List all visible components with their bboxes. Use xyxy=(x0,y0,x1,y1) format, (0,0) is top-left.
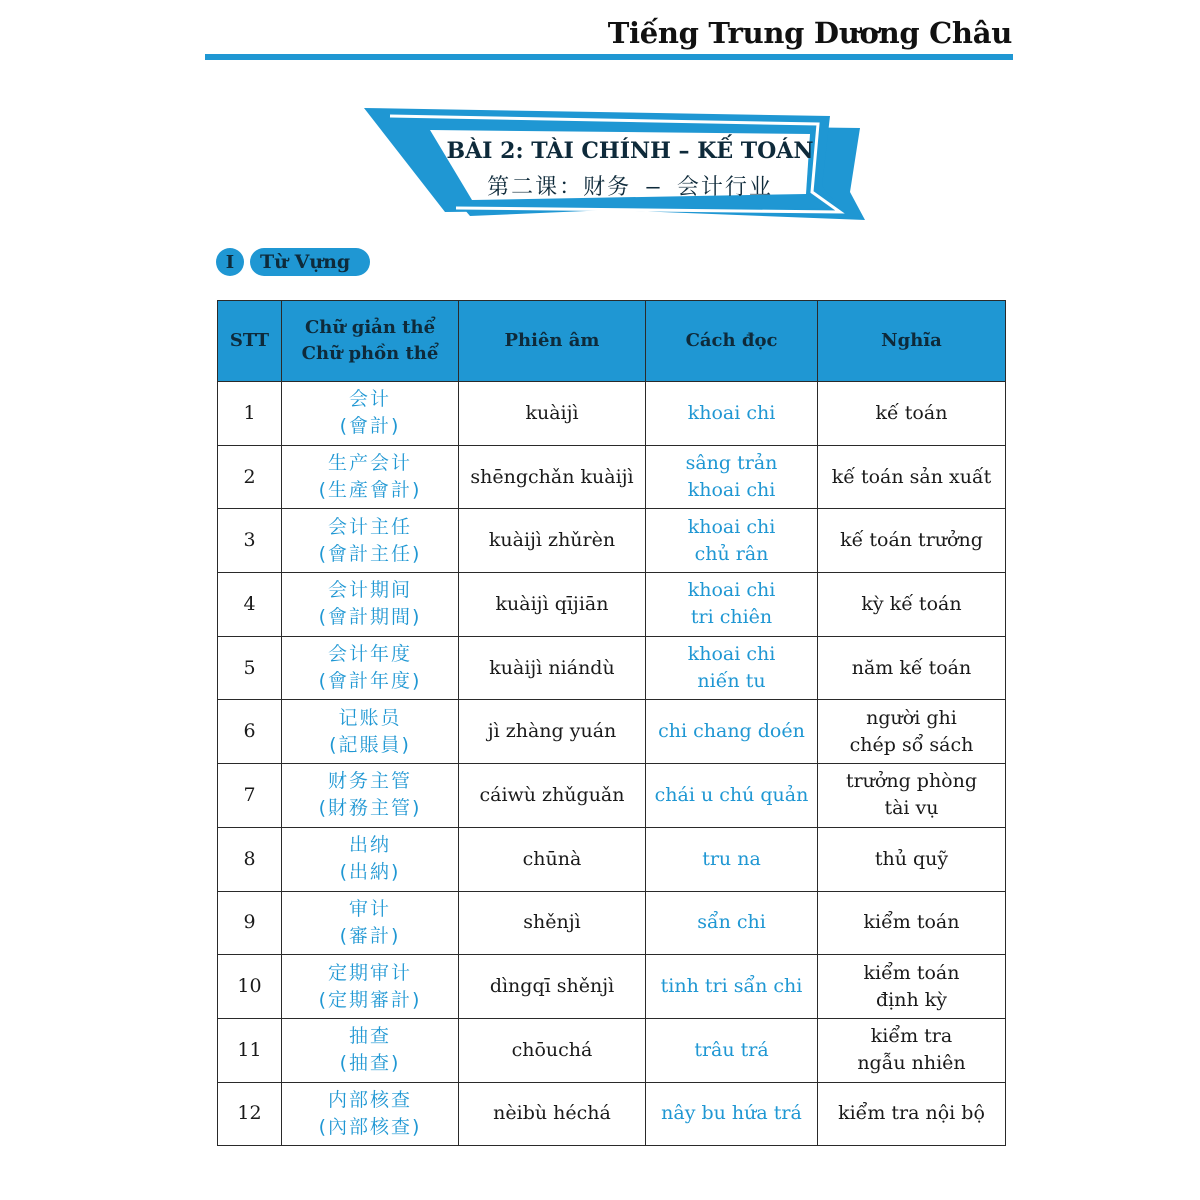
reading-line: khoai chi xyxy=(687,515,776,538)
reading-line: trâu trá xyxy=(694,1038,769,1061)
cell-stt: 4 xyxy=(218,573,282,637)
cell-meaning xyxy=(818,700,1006,764)
reading-line: khoai chi xyxy=(687,401,776,424)
traditional-text: (會計) xyxy=(339,415,401,438)
simplified-text: 抽查 xyxy=(348,1025,391,1048)
cell-meaning xyxy=(818,1018,1006,1082)
cell-meaning xyxy=(818,891,1006,955)
cell-hanzi xyxy=(282,1082,459,1146)
table-header-row xyxy=(218,301,1006,382)
traditional-text: (內部核查) xyxy=(318,1115,422,1138)
cell-meaning xyxy=(818,1082,1006,1146)
simplified-text: 记账员 xyxy=(338,706,402,729)
cell-hanzi xyxy=(282,573,459,637)
reading-line: chủ rân xyxy=(694,542,769,565)
lesson-subtitle: 第二课：财务 – 会计行业 xyxy=(487,175,773,200)
cell-hanzi xyxy=(282,1018,459,1082)
cell-pinyin: jì zhàng yuán xyxy=(459,700,646,764)
simplified-text: 定期审计 xyxy=(327,961,412,984)
cell-hanzi xyxy=(282,382,459,446)
table-row xyxy=(218,1082,1006,1146)
table-row xyxy=(218,509,1006,573)
reading-line: tri chiên xyxy=(690,606,773,629)
cell-hanzi xyxy=(282,636,459,700)
table-row xyxy=(218,1018,1006,1082)
meaning-line: kế toán trưởng xyxy=(840,529,983,552)
traditional-text: (記賬員) xyxy=(329,733,411,756)
section-number-badge: I xyxy=(216,248,244,276)
meaning-line: kỳ kế toán xyxy=(861,592,962,615)
cell-hanzi xyxy=(282,891,459,955)
reading-line: khoai chi xyxy=(687,643,776,666)
cell-pinyin: shēngchǎn kuàijì xyxy=(459,445,646,509)
cell-reading xyxy=(646,636,818,700)
cell-reading xyxy=(646,1082,818,1146)
cell-meaning xyxy=(818,382,1006,446)
table-row xyxy=(218,382,1006,446)
cell-hanzi xyxy=(282,764,459,828)
cell-pinyin: cáiwù zhǔguǎn xyxy=(459,764,646,828)
simplified-text: 生产会计 xyxy=(327,452,412,475)
table-body xyxy=(218,382,1006,1146)
cell-hanzi xyxy=(282,827,459,891)
cell-hanzi xyxy=(282,509,459,573)
cell-pinyin: nèibù héchá xyxy=(459,1082,646,1146)
table-row xyxy=(218,636,1006,700)
simplified-text: 财务主管 xyxy=(327,770,412,793)
header-meaning: Nghĩa xyxy=(818,301,1006,382)
cell-stt: 11 xyxy=(218,1018,282,1082)
cell-pinyin: chōuchá xyxy=(459,1018,646,1082)
cell-stt: 6 xyxy=(218,700,282,764)
reading-line: chái u chú quản xyxy=(654,783,809,806)
cell-pinyin: kuàijì xyxy=(459,382,646,446)
cell-reading xyxy=(646,764,818,828)
traditional-text: (審計) xyxy=(339,924,401,947)
cell-stt: 8 xyxy=(218,827,282,891)
cell-meaning xyxy=(818,636,1006,700)
cell-pinyin: chūnà xyxy=(459,827,646,891)
reading-line: tinh tri sẩn chi xyxy=(660,975,803,998)
simplified-text: 会计主任 xyxy=(327,515,412,538)
cell-stt: 5 xyxy=(218,636,282,700)
cell-pinyin: kuàijì zhǔrèn xyxy=(459,509,646,573)
cell-stt: 12 xyxy=(218,1082,282,1146)
meaning-line: trưởng phòng xyxy=(845,770,978,793)
table-row xyxy=(218,700,1006,764)
cell-meaning xyxy=(818,573,1006,637)
header-reading: Cách đọc xyxy=(646,301,818,382)
table-row xyxy=(218,955,1006,1019)
cell-pinyin: kuàijì niándù xyxy=(459,636,646,700)
reading-line: khoai chi xyxy=(687,479,776,502)
cell-stt: 10 xyxy=(218,955,282,1019)
table-row xyxy=(218,445,1006,509)
cell-stt: 9 xyxy=(218,891,282,955)
cell-reading xyxy=(646,827,818,891)
cell-reading xyxy=(646,700,818,764)
cell-hanzi xyxy=(282,700,459,764)
reading-line: khoai chi xyxy=(687,579,776,602)
meaning-line: chép sổ sách xyxy=(849,733,974,756)
table-row xyxy=(218,827,1006,891)
cell-reading xyxy=(646,891,818,955)
reading-line: sâng trản xyxy=(685,452,778,475)
simplified-text: 审计 xyxy=(348,897,391,920)
reading-line: nây bu hứa trá xyxy=(661,1102,802,1125)
title-banner-shape xyxy=(360,108,880,228)
traditional-text: (生產會計) xyxy=(318,479,422,502)
traditional-text: (定期審計) xyxy=(318,988,422,1011)
cell-reading xyxy=(646,955,818,1019)
simplified-text: 会计期间 xyxy=(327,579,412,602)
cell-meaning xyxy=(818,509,1006,573)
reading-line: sẩn chi xyxy=(697,911,766,934)
section-label: Từ Vựng xyxy=(250,248,370,276)
traditional-text: (抽查) xyxy=(339,1052,401,1075)
table-row xyxy=(218,573,1006,637)
cell-meaning xyxy=(818,827,1006,891)
simplified-text: 会计 xyxy=(348,388,391,411)
table-row xyxy=(218,764,1006,828)
meaning-line: kế toán xyxy=(875,401,948,424)
cell-stt: 2 xyxy=(218,445,282,509)
brand-title: Tiếng Trung Dương Châu xyxy=(607,16,1012,50)
header-stt: STT xyxy=(218,301,282,382)
meaning-line: kiểm toán xyxy=(863,911,960,934)
traditional-text: (會計年度) xyxy=(318,670,422,693)
cell-meaning xyxy=(818,955,1006,1019)
cell-hanzi xyxy=(282,445,459,509)
meaning-line: năm kế toán xyxy=(851,656,972,679)
header-rule xyxy=(205,54,1013,60)
header-traditional: Chữ phồn thể xyxy=(301,343,439,364)
meaning-line: thủ quỹ xyxy=(874,847,949,870)
meaning-line: tài vụ xyxy=(884,797,939,820)
traditional-text: (會計主任) xyxy=(318,542,422,565)
section-heading xyxy=(216,248,370,276)
cell-pinyin: dìngqī shěnjì xyxy=(459,955,646,1019)
meaning-line: kiểm tra xyxy=(870,1025,953,1048)
meaning-line: kiểm tra nội bộ xyxy=(838,1102,985,1125)
cell-stt: 3 xyxy=(218,509,282,573)
traditional-text: (會計期間) xyxy=(318,606,422,629)
cell-reading xyxy=(646,573,818,637)
cell-hanzi xyxy=(282,955,459,1019)
meaning-line: kiểm toán xyxy=(863,961,960,984)
cell-pinyin: kuàijì qījiān xyxy=(459,573,646,637)
header-simplified: Chữ giản thể xyxy=(304,317,436,338)
cell-pinyin: shěnjì xyxy=(459,891,646,955)
cell-meaning xyxy=(818,764,1006,828)
table-row xyxy=(218,891,1006,955)
meaning-line: định kỳ xyxy=(876,988,947,1011)
vocabulary-table xyxy=(217,300,1006,1146)
traditional-text: (出納) xyxy=(339,861,401,884)
header-pinyin: Phiên âm xyxy=(459,301,646,382)
meaning-line: ngẫu nhiên xyxy=(857,1052,966,1075)
cell-stt: 1 xyxy=(218,382,282,446)
cell-reading xyxy=(646,382,818,446)
reading-line: chi chang doén xyxy=(658,720,805,743)
reading-line: tru na xyxy=(702,847,761,870)
header-hanzi xyxy=(282,301,459,382)
traditional-text: (財務主管) xyxy=(318,797,422,820)
simplified-text: 会计年度 xyxy=(327,643,412,666)
lesson-title: BÀI 2: TÀI CHÍNH – KẾ TOÁN xyxy=(446,138,814,164)
meaning-line: kế toán sản xuất xyxy=(831,465,992,488)
simplified-text: 内部核查 xyxy=(327,1088,412,1111)
cell-stt: 7 xyxy=(218,764,282,828)
cell-meaning xyxy=(818,445,1006,509)
reading-line: niến tu xyxy=(697,670,766,693)
cell-reading xyxy=(646,509,818,573)
cell-reading xyxy=(646,445,818,509)
simplified-text: 出纳 xyxy=(348,834,391,857)
cell-reading xyxy=(646,1018,818,1082)
meaning-line: người ghi xyxy=(866,706,957,729)
